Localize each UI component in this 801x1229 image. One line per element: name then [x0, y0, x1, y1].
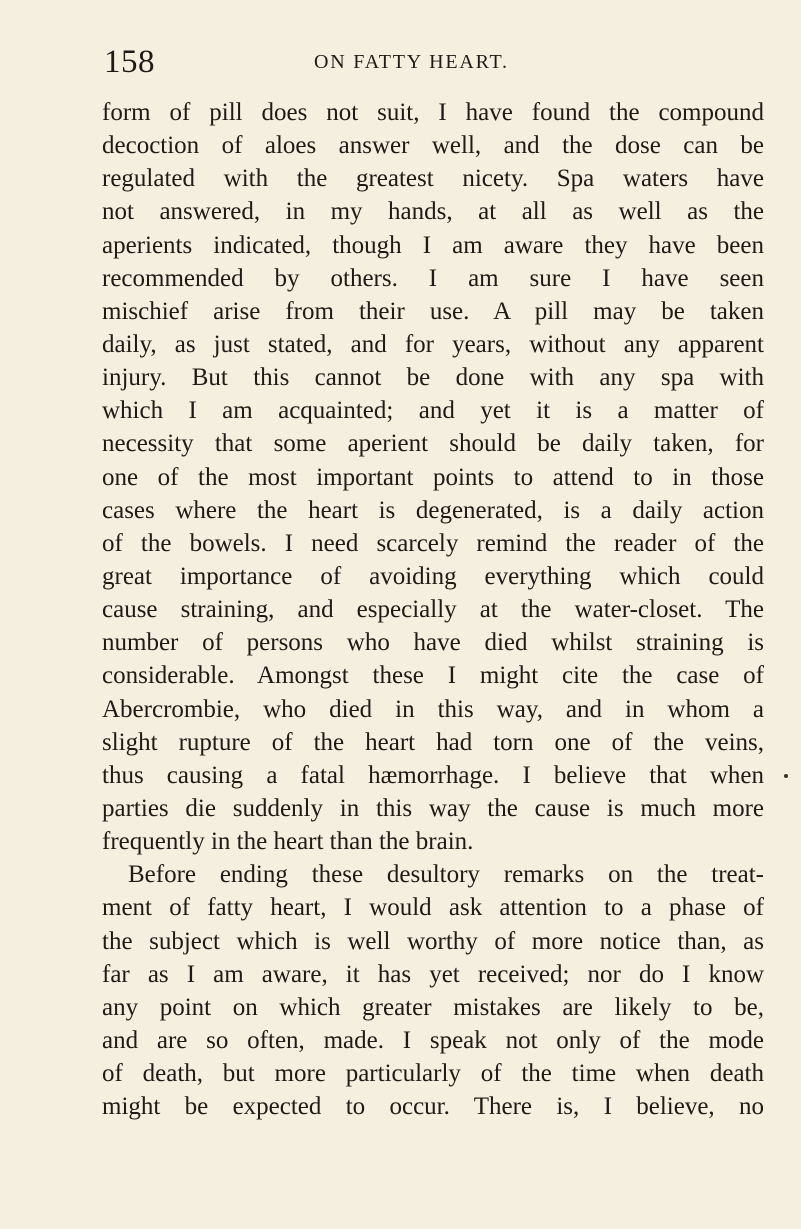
- paragraph-start-line: Before ending these desultory remarks on the treat-: [128, 861, 764, 889]
- ink-speck: [784, 774, 788, 778]
- text-line: cases where the heart is degenerated, is a daily action: [102, 496, 764, 524]
- text-line: injury. But this cannot be done with any spa with: [102, 364, 764, 392]
- page-number: 158: [104, 44, 155, 80]
- running-title: ON FATTY HEART.: [314, 51, 509, 73]
- text-line: far as I am aware, it has yet received; nor do I know: [102, 960, 764, 988]
- text-line: of the bowels. I need scarcely remind the reader of the: [102, 529, 764, 557]
- text-line: not answered, in my hands, at all as well as the: [102, 198, 764, 226]
- text-line: might be expected to occur. There is, I believe, no: [102, 1093, 764, 1121]
- text-line: necessity that some aperient should be daily taken, for: [102, 430, 764, 458]
- page-header: [104, 42, 764, 82]
- text-line: recommended by others. I am sure I have seen: [102, 264, 764, 292]
- text-line: Abercrombie, who died in this way, and in whom a: [102, 695, 764, 723]
- text-line: cause straining, and especially at the water-closet. The: [102, 596, 764, 624]
- text-line: the subject which is well worthy of more notice than, as: [102, 927, 764, 955]
- text-line: great importance of avoiding everything which could: [102, 562, 764, 590]
- text-line: form of pill does not suit, I have found the compound: [102, 99, 764, 126]
- text-line: regulated with the greatest nicety. Spa waters have: [102, 165, 764, 193]
- text-line: mischief arise from their use. A pill may be taken: [102, 297, 764, 325]
- text-line: aperients indicated, though I am aware they have been: [102, 231, 764, 259]
- text-line: any point on which greater mistakes are likely to be,: [102, 993, 764, 1021]
- text-line: considerable. Amongst these I might cite the case of: [102, 662, 764, 690]
- paragraph-end-line: frequently in the heart than the brain.: [102, 828, 474, 856]
- text-line: decoction of aloes answer well, and the dose can be: [102, 132, 764, 160]
- text-line: and are so often, made. I speak not only of the mode: [102, 1026, 764, 1054]
- text-line: daily, as just stated, and for years, without any apparent: [102, 330, 764, 358]
- text-line: thus causing a fatal hæmorrhage. I believe that when: [102, 761, 764, 789]
- text-line: which I am acquainted; and yet it is a matter of: [102, 397, 764, 425]
- text-line: ment of fatty heart, I would ask attention to a phase of: [102, 894, 764, 922]
- text-line: one of the most important points to attend to in those: [102, 463, 764, 491]
- text-line: number of persons who have died whilst straining is: [102, 629, 764, 657]
- body-text: [102, 96, 764, 1123]
- text-line: slight rupture of the heart had torn one of the veins,: [102, 728, 764, 756]
- text-line: of death, but more particularly of the time when death: [102, 1060, 764, 1088]
- text-line: parties die suddenly in this way the cause is much more: [102, 794, 764, 822]
